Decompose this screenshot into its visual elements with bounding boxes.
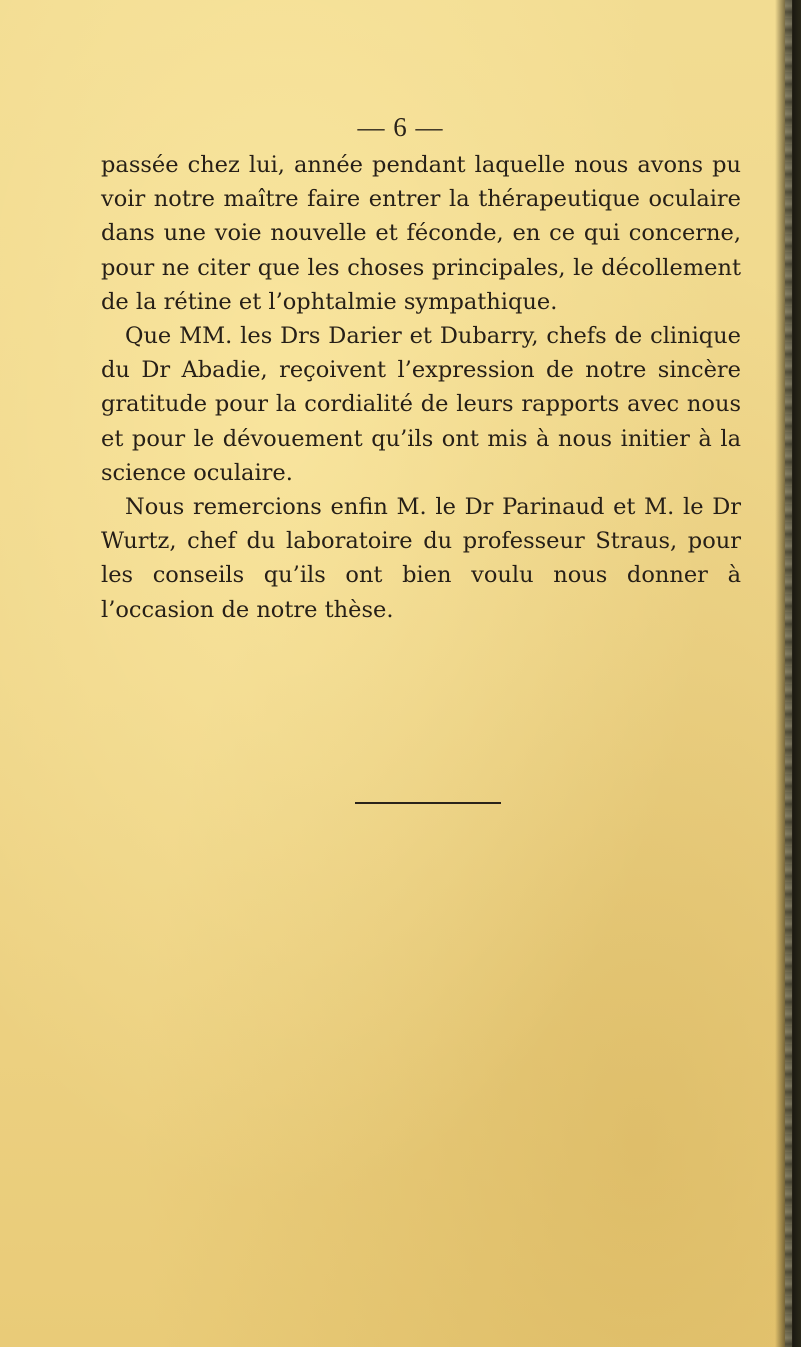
paragraph-thanks-laboratory: Nous remercions enfin M. le Dr Parinaud et M. le Dr Wurtz, chef du laboratoire du professeur Straus, pour les conseils qu’ils ont bien voulu nous donner à l’occasion de notre thèse.: [101, 494, 741, 623]
page-number: — 6 —: [357, 112, 444, 142]
paragraph-intro: passée chez lui, année pendant laquelle nous avons pu voir notre maître faire entrer la thérapeutique oculaire dans une voie nouvelle et féconde, en ce qui concerne, pour ne citer que les choses principales, le décollement de la rétine et l’ophtalmie sympathique.: [101, 152, 741, 315]
section-divider: [355, 802, 501, 804]
binding-strip: [785, 0, 792, 1347]
body-text: [101, 148, 741, 627]
paragraph-thanks-clinic: Que MM. les Drs Darier et Dubarry, chefs de clinique du Dr Abadie, reçoivent l’expression de notre sincère gratitude pour la cordialité de leurs rapports avec nous et pour le dévouement qu’ils ont mis à nous initier à la science oculaire.: [101, 323, 741, 486]
